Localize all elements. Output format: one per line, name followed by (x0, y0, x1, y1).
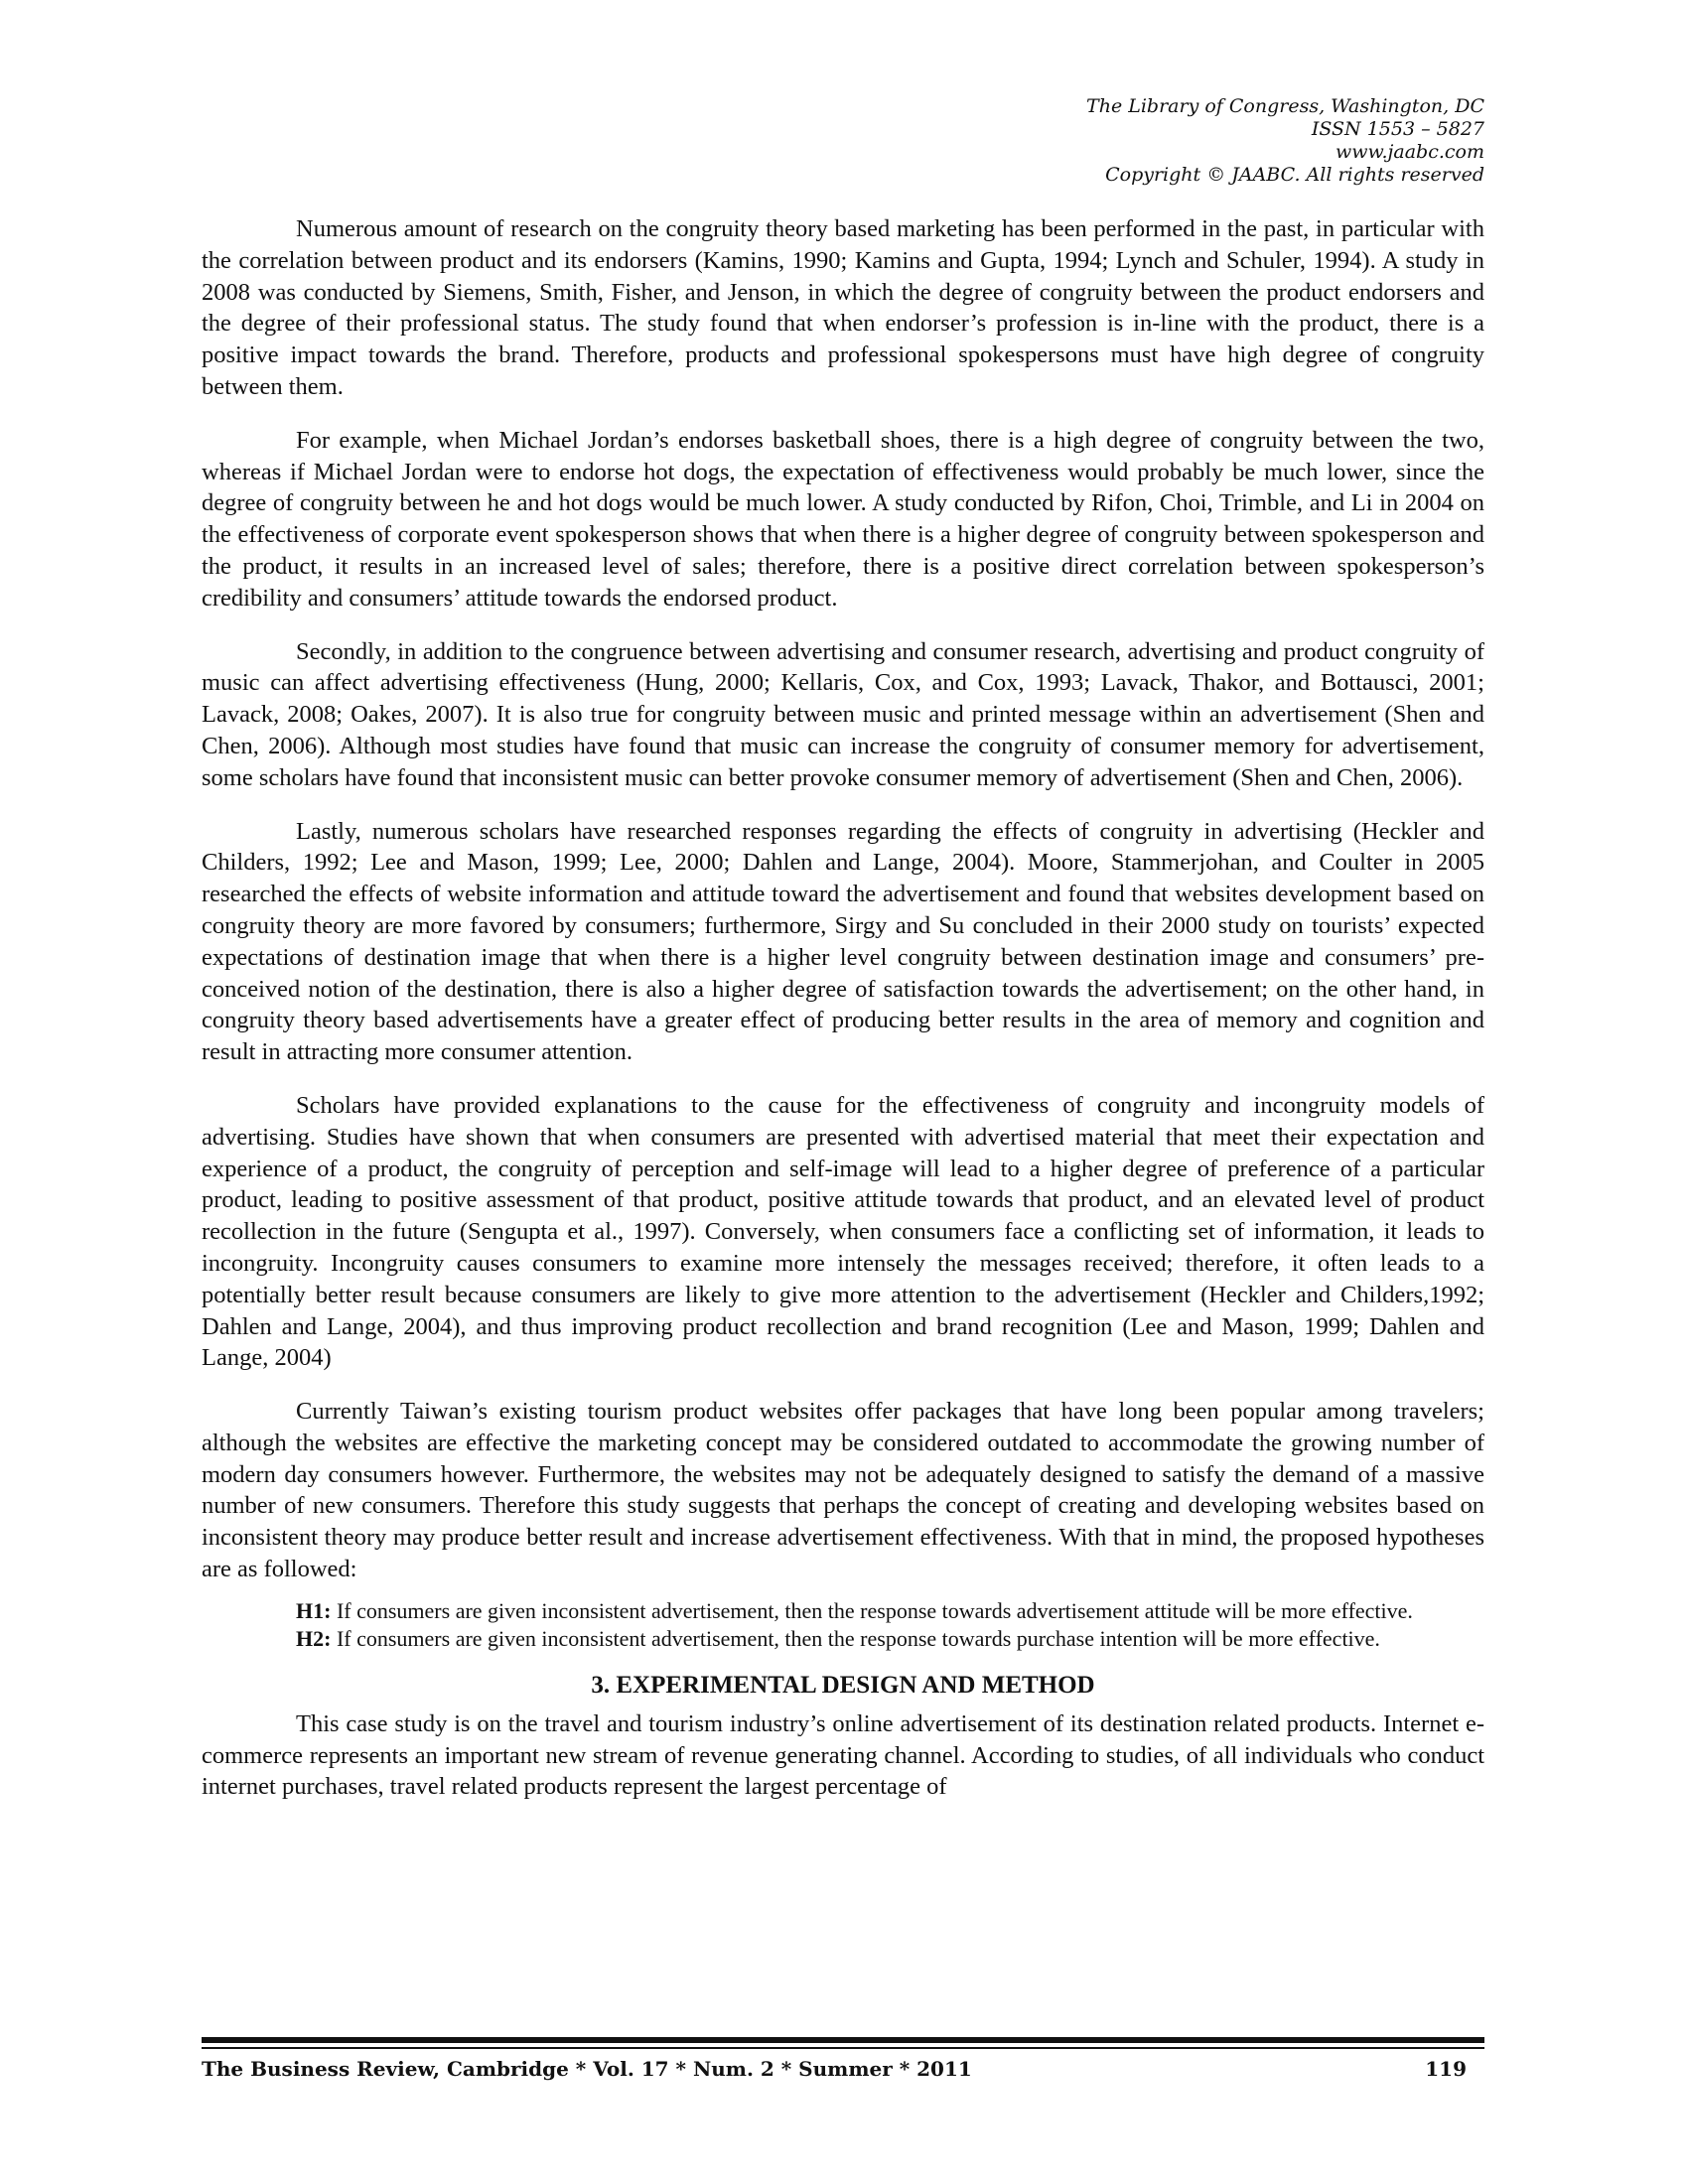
hypothesis-h2-label: H2: (296, 1625, 332, 1651)
header-copyright-line: Copyright © JAABC. All rights reserved (1105, 164, 1484, 186)
footer-journal-citation: The Business Review, Cambridge * Vol. 17 * Num. 2 * Summer * 2011 (202, 2057, 972, 2081)
paragraph-taiwan-websites: Currently Taiwan’s existing tourism product websites offer packages that have long been popular among travelers; although the websites are effective the marketing concept may be considered outdated to accommodate the growing number of modern day consumers however. Furthermore, the websites may not be adequately designed to satisfy the demand of a massive number of new consumers. Therefore this study suggests that perhaps the concept of creating and developing websites based on inconsistent theory may produce better result and increase advertisement effectiveness. With that in mind, the proposed hypotheses are as followed: (202, 1398, 1484, 1583)
paragraph-michael-jordan-example: For example, when Michael Jordan’s endorses basketball shoes, there is a high degree of congruity between the two, whereas if Michael Jordan were to endorse hot dogs, the expectation of effectiveness would probably be much lower, since the degree of congruity between he and hot dogs would be much lower. A study conducted by Rifon, Choi, Trimble, and Li in 2004 on the effectiveness of corporate event spokesperson shows that when there is a higher degree of congruity between spokesperson and the product, it results in an increased level of sales; therefore, there is a positive direct correlation between spokesperson’s credibility and consumers’ attitude towards the endorsed product. (202, 426, 1484, 612)
header-library-line: The Library of Congress, Washington, DC (1086, 95, 1484, 117)
header-website-line: www.jaabc.com (1335, 141, 1484, 163)
paragraph-case-study: This case study is on the travel and tourism industry’s online advertisement of its destination related products. Internet e-commerce represents an important new stream of revenue generating channel. According to studies, of all individuals who conduct internet purchases, travel related products represent the largest percentage of (202, 1709, 1484, 1801)
hypothesis-h1 (296, 1597, 1484, 1625)
journal-header (789, 95, 1484, 187)
hypothesis-h2 (296, 1625, 1484, 1653)
header-issn-line: ISSN 1553 – 5827 (1311, 118, 1484, 140)
section-heading: 3. EXPERIMENTAL DESIGN AND METHOD (591, 1671, 1095, 1699)
hypothesis-h1-text: If consumers are given inconsistent advertisement, then the response towards advertisement attitude will be more effective. (336, 1597, 1413, 1623)
page-number: 119 (1425, 2057, 1467, 2081)
hypothesis-h2-text: If consumers are given inconsistent advertisement, then the response towards purchase intention will be more effective. (336, 1625, 1380, 1651)
footer-rule-thick (202, 2037, 1484, 2043)
paragraph-scholars-responses: Lastly, numerous scholars have researched responses regarding the effects of congruity in advertising (Heckler and Childers, 1992; Lee and Mason, 1999; Lee, 2000; Dahlen and Lange, 2004). Moore, Stammerjohan, and Coulter in 2005 researched the effects of website information and attitude toward the advertisement and found that websites development based on congruity theory are more favored by consumers; furthermore, Sirgy and Su concluded in their 2000 study on tourists’ expected expectations of destination image that when there is a higher level congruity between destination image and consumers’ pre-conceived notion of the destination, there is also a higher degree of satisfaction towards the advertisement; on the other hand, in congruity theory based advertisements have a greater effect of producing better results in the area of memory and cognition and result in attracting more consumer attention. (202, 817, 1484, 1066)
paragraph-congruity-research: Numerous amount of research on the congruity theory based marketing has been performed in the past, in particular with the correlation between product and its endorsers (Kamins, 1990; Kamins and Gupta, 1994; Lynch and Schuler, 1994). A study in 2008 was conducted by Siemens, Smith, Fisher, and Jenson, in which the degree of congruity between the product endorsers and the degree of their professional status. The study found that when endorser’s profession is in-line with the product, there is a positive impact towards the brand. Therefore, products and professional spokespersons must have high degree of congruity between them. (202, 215, 1484, 400)
hypothesis-h1-label: H1: (296, 1597, 332, 1623)
paragraph-effectiveness-explanations: Scholars have provided explanations to the cause for the effectiveness of congruity and incongruity models of advertising. Studies have shown that when consumers are presented with advertised material that meet their expectation and experience of a product, the congruity of perception and self-image will lead to a higher degree of preference of a particular product, leading to positive assessment of that product, positive attitude towards that product, and an elevated level of product recollection in the future (Sengupta et al., 1997). Conversely, when consumers face a conflicting set of information, it leads to incongruity. Incongruity causes consumers to examine more intensely the messages received; therefore, it often leads to a potentially better result because consumers are likely to give more attention to the advertisement (Heckler and Childers,1992; Dahlen and Lange, 2004), and thus improving product recollection and brand recognition (Lee and Mason, 1999; Dahlen and Lange, 2004) (202, 1091, 1484, 1372)
footer-rule-thin (202, 2047, 1484, 2049)
paragraph-music-congruity: Secondly, in addition to the congruence between advertising and consumer research, advertising and product congruity of music can affect advertising effectiveness (Hung, 2000; Kellaris, Cox, and Cox, 1993; Lavack, Thakor, and Bottausci, 2001; Lavack, 2008; Oakes, 2007). It is also true for congruity between music and printed message within an advertisement (Shen and Chen, 2006). Although most studies have found that music can increase the congruity of consumer memory for advertisement, some scholars have found that inconsistent music can better provoke consumer memory of advertisement (Shen and Chen, 2006). (202, 637, 1484, 791)
article-body (202, 213, 1484, 1803)
